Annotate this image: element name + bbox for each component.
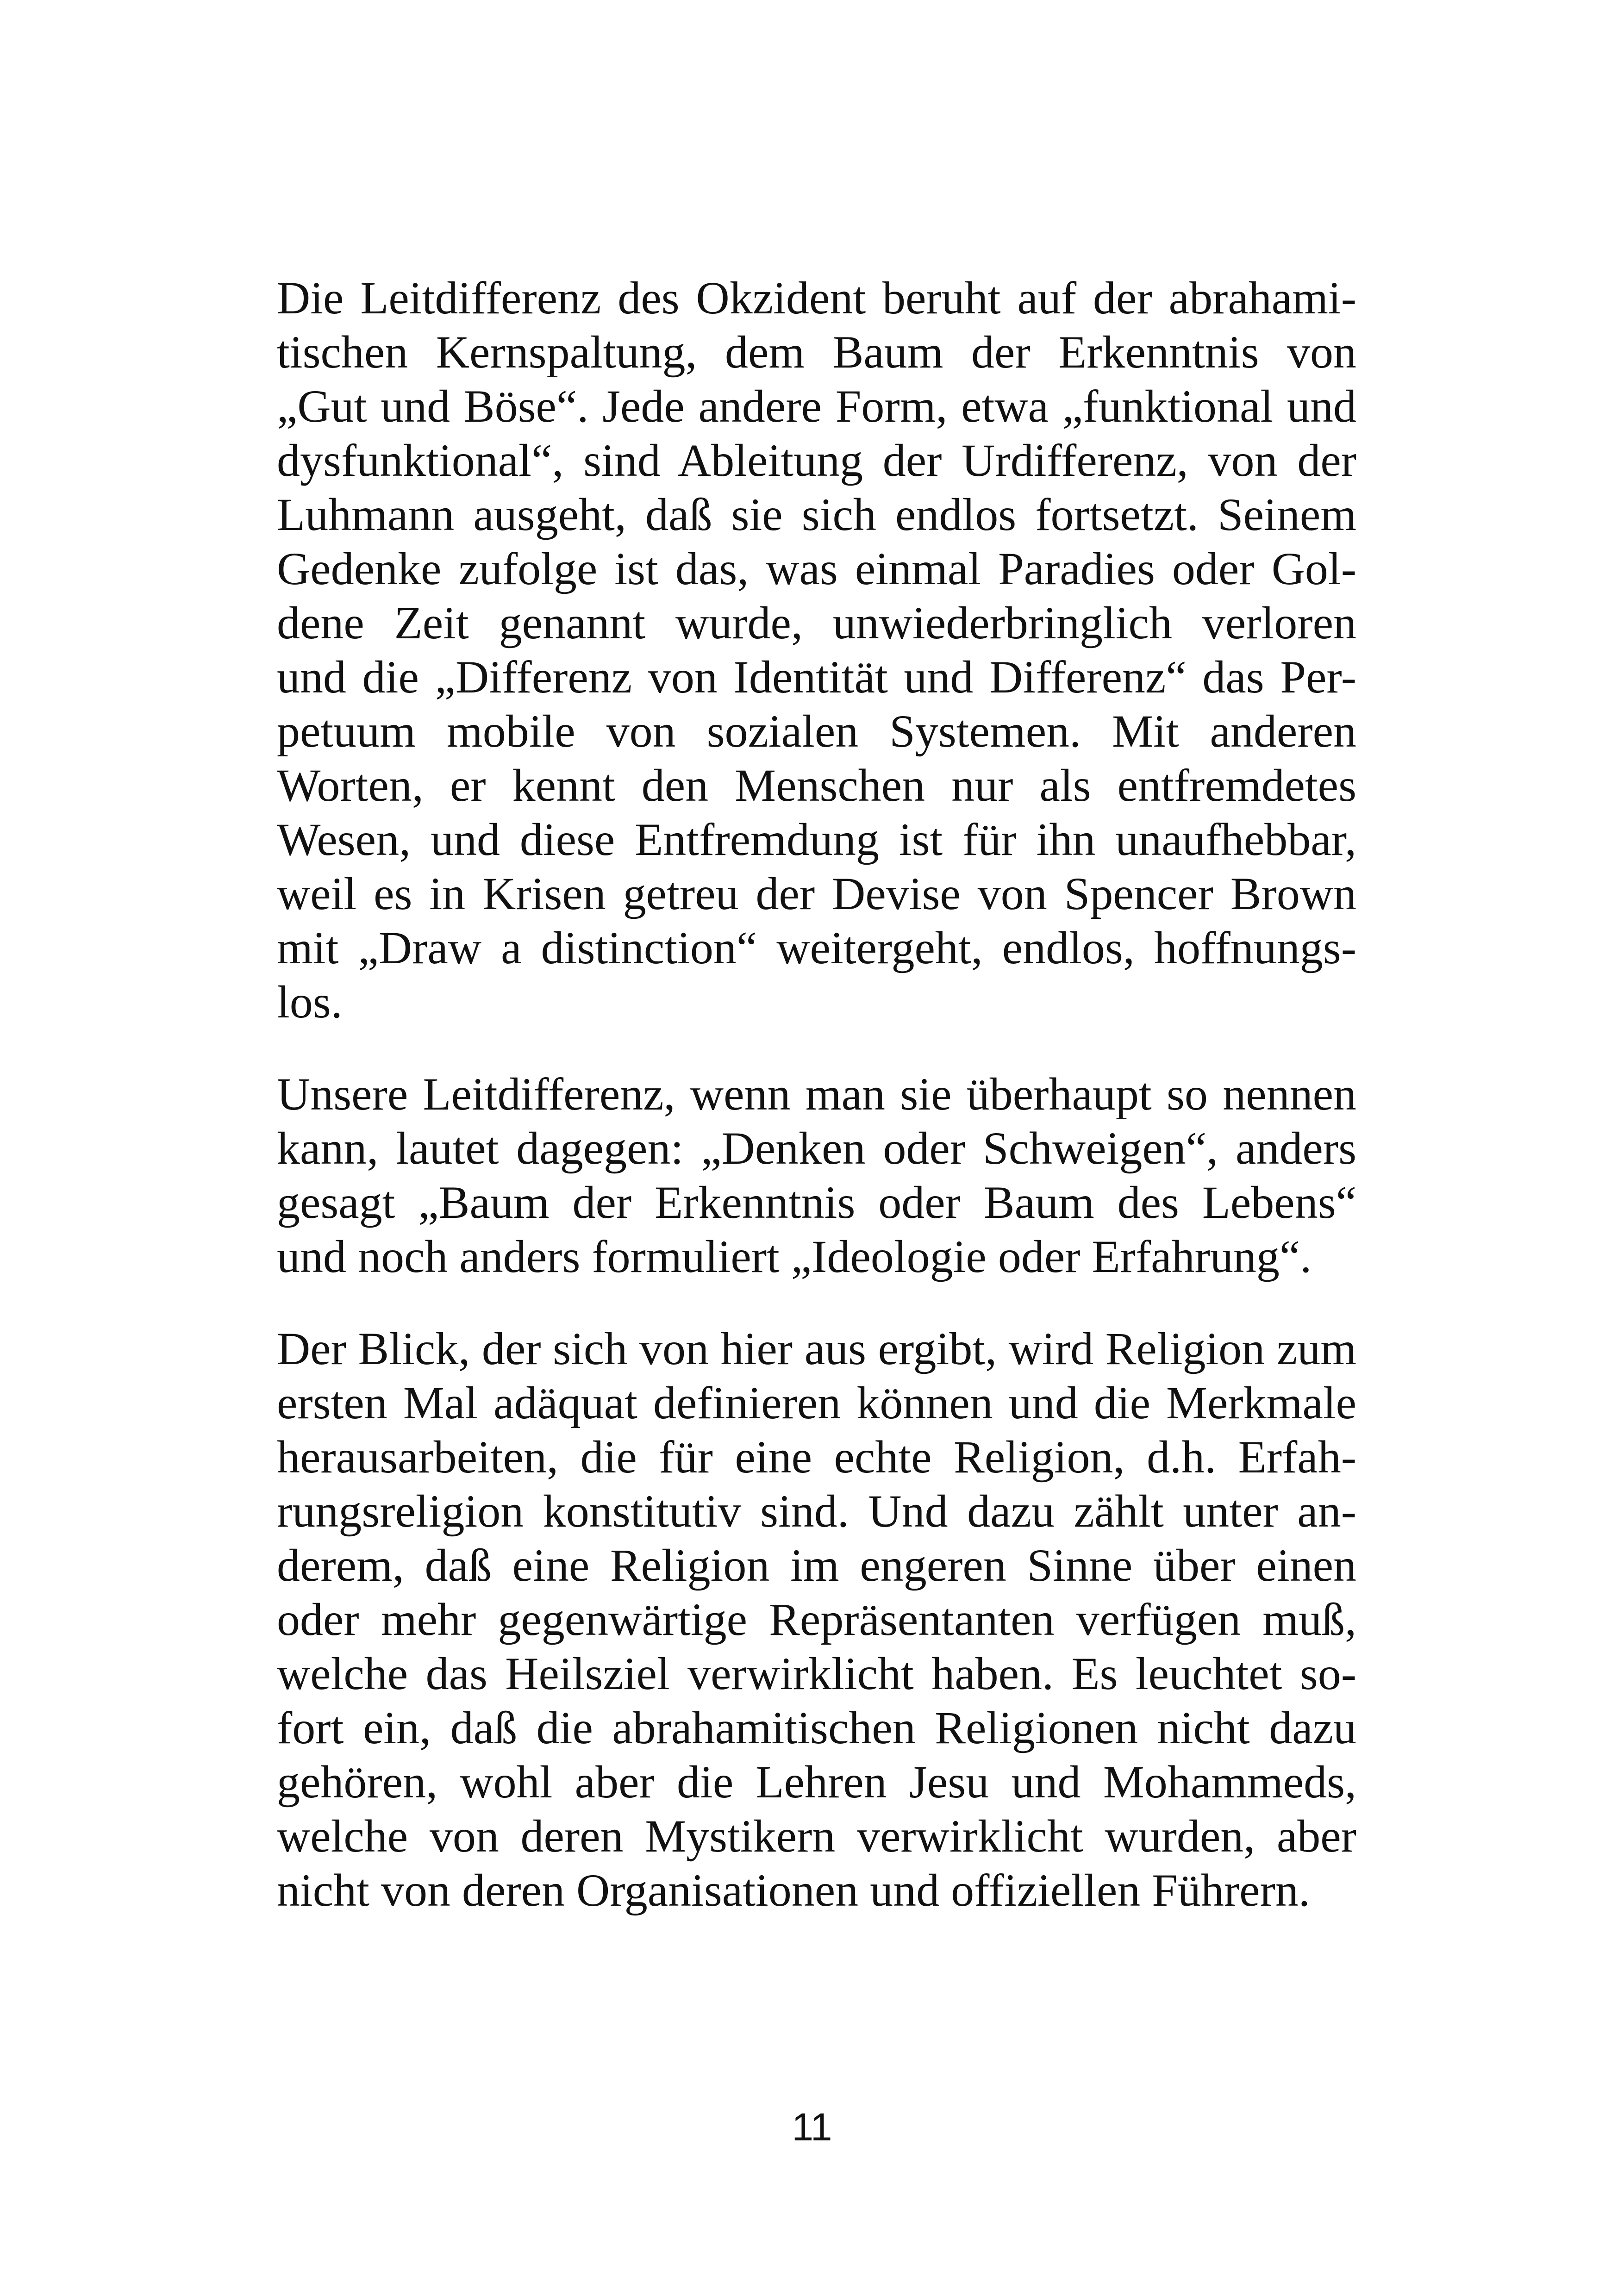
text-line: Worten, er kennt den Menschen nur als entfremdetes <box>277 760 1356 811</box>
text-line: welche das Heilsziel verwirklicht haben. Es leuchtet so- <box>277 1648 1356 1699</box>
text-line: petuum mobile von sozialen Systemen. Mit anderen <box>277 705 1356 757</box>
text-line: herausarbeiten, die für eine echte Religion, d.h. Erfah- <box>277 1431 1356 1483</box>
paragraph-2 <box>277 1067 1356 1284</box>
text-line: Luhmann ausgeht, daß sie sich endlos fortsetzt. Seinem <box>277 489 1356 540</box>
body-text <box>277 271 1356 1955</box>
text-line: rungsreligion konstitutiv sind. Und dazu zählt unter an- <box>277 1485 1356 1537</box>
text-line: tischen Kernspaltung, dem Baum der Erkenntnis von <box>277 326 1356 378</box>
text-line: Wesen, und diese Entfremdung ist für ihn unaufhebbar, <box>277 814 1356 865</box>
text-line: weil es in Krisen getreu der Devise von Spencer Brown <box>277 868 1356 919</box>
paragraph-1 <box>277 271 1356 1029</box>
text-line: dysfunktional“, sind Ableitung der Urdifferenz, von der <box>277 435 1356 486</box>
text-line: gesagt „Baum der Erkenntnis oder Baum des Lebens“ <box>277 1177 1356 1228</box>
text-line: oder mehr gegenwärtige Repräsentanten verfügen muß, <box>277 1594 1356 1645</box>
text-line: nicht von deren Organisationen und offiziellen Führern. <box>277 1865 1310 1916</box>
page-number: 11 <box>792 2105 832 2149</box>
paragraph-3 <box>277 1322 1356 1917</box>
text-line: kann, lautet dagegen: „Denken oder Schweigen“, anders <box>277 1123 1356 1174</box>
text-line: gehören, wohl aber die Lehren Jesu und Mohammeds, <box>277 1756 1356 1808</box>
text-line: dene Zeit genannt wurde, unwiederbringlich verloren <box>277 597 1356 649</box>
text-line: Gedenke zufolge ist das, was einmal Paradies oder Gol- <box>277 543 1356 594</box>
text-line: Unsere Leitdifferenz, wenn man sie überhaupt so nennen <box>277 1068 1356 1120</box>
text-line: los. <box>277 976 343 1028</box>
text-line: welche von deren Mystikern verwirklicht wurden, aber <box>277 1810 1356 1862</box>
text-line: Die Leitdifferenz des Okzident beruht auf der abrahami- <box>277 272 1356 324</box>
text-line: mit „Draw a distinction“ weitergeht, endlos, hoffnungs- <box>277 922 1356 973</box>
text-line: fort ein, daß die abrahamitischen Religionen nicht dazu <box>277 1702 1356 1753</box>
text-line: ersten Mal adäquat definieren können und die Merkmale <box>277 1377 1356 1428</box>
text-line: und die „Differenz von Identität und Differenz“ das Per- <box>277 651 1356 703</box>
text-line: und noch anders formuliert „Ideologie oder Erfahrung“. <box>277 1231 1312 1282</box>
text-line: „Gut und Böse“. Jede andere Form, etwa „funktional und <box>277 380 1356 432</box>
text-line: Der Blick, der sich von hier aus ergibt, wird Religion zum <box>277 1323 1356 1374</box>
text-line: derem, daß eine Religion im engeren Sinne über einen <box>277 1540 1356 1591</box>
